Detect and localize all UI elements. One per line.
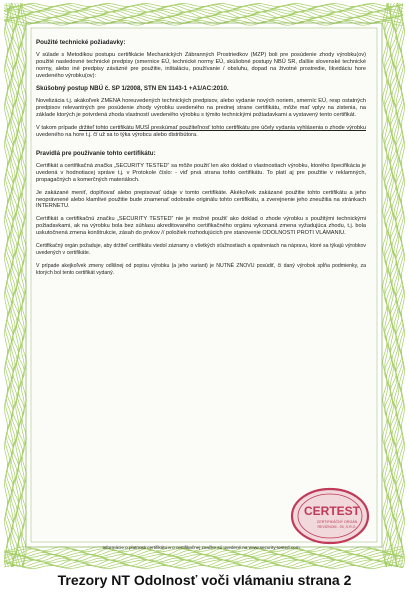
certificate-text [36,40,366,283]
paragraph: Certifikačný orgán požaduje, aby držiteľ certifikátu viedol záznamy o všetkých sťažnostiach a opatreniach na nápravu, ktoré sa týkajú výrobkov uvedených v certifikáte. [36,243,366,256]
stamp-line1: CERTIFIKÁČNÝ ORGÁN [316,520,358,524]
paragraph: Je zakázané meniť, doplňovať alebo prepisovať údaje v tomto certifikáte. Akékoľvek zakázané použitie tohto certifikátu a jeho neoprávnené alebo klamlivé použitie bude znamenať odobratie originálu tohto certifikátu, a zverejnenie jeho zneužitia na stránkach INTERNETU. [36,189,366,210]
paragraph: Certifikát a certifikačnú značku „SECURITY TESTED“ nie je možné použiť ako doklad o zhode výrobku s použitými technickými požiadavkami, ak na výrobku bola bez súhlasu akreditovaného certifikačného orgánu vykonaná zmena vyžadujúca zhodu, t.j. bola uskutočnená zmena konštrukcie, zásah do prvkov // položiek rozhodujúcich pre stanovenie ODOLNOSTI PROTI VLÁMANIU. [36,216,366,237]
standards-line: Skúšobný postup NBÚ č. SP 1/2008, STN EN 1143-1 +A1/AC:2010. [36,84,229,92]
text: uvedeného na hore t.j. čí už sa to týka výrobcu alebo distribútora. [36,132,198,139]
section-heading-rules: Pravidlá pre používanie tohto certifikátu: [36,149,156,157]
text: V takom prípade [36,125,79,132]
paragraph: V prípade akejkoľvek zmeny odlišnej od popisu výrobku (a jeho variant) je NUTNÉ ZNOVU posúdiť, či daný výrobok spĺňa podmienky, za ktorých bol tento certifikát vydaný. [36,262,366,276]
footer-validity-note: Informácie o platnosti certifikátu a o certifikačnej značke sú uvedené na www.security-tested.com [102,545,300,550]
paragraph: V súlade s Metodikou postupu certifikácie Mechanických Zábranných Prostriedkov (MZP) boli pre posúdenie zhody výrobku(ov) použité nasledovné technické predpisy (smernice EÚ, technické normy EÚ, skúšobné postupy NBÚ SR, ďalšie slovenské technické normy, alebo iné predpisy záväzné pre použitie, inštaláciu, používanie / obsluhu, dopad na životné prostredie, likvidáciu hore uvedeného výrobku(ov): [36,51,366,79]
page-caption: Trezory NT Odolnosť voči vlámaniu strana 2 [57,572,352,588]
paragraph-holder-notice [36,125,366,139]
certest-stamp [287,484,373,548]
paragraph: Certifikát a certifikačná značka „SECURITY TESTED“ sa môže použiť len ako doklad o vlastnostiach výrobku, ktorého špecifikácia je uvedená v hodnotiacej správe t.j. v Protokole číslo: - viď prvá strana tohto certifikátu. To platí aj pre použitie v reklamných, propagačných a komerčných materiáloch. [36,162,366,183]
underlined-text: držiteľ tohto certifikátu MUSÍ preskúmať použiteľnosť tohto certifikátu pre účely vydania vyhlásenia o zhode výrobku [78,125,366,132]
paragraph: Novelizácia t.j. akákoľvek ZMENA horeuvedených technických predpisov, alebo vydanie nových noriem, smerníc EÚ, resp ostatných predpisov relevantných pre posúdenie zhody výrobku uvedeného na prednej strane certifikátu, môže mať vplyv na zistenia, na základe ktorých je potvrdená zhoda vlastností uvedeného výrobku s týmito technickými požiadavkami a vystavený tento certifikát. [36,98,366,119]
stamp-brand: CERTEST [303,504,361,518]
section-heading-requirements: Použité technické požiadavky: [36,39,126,46]
stamp-line2: REVÍZNOM - 05, S.R.O. [317,525,357,529]
